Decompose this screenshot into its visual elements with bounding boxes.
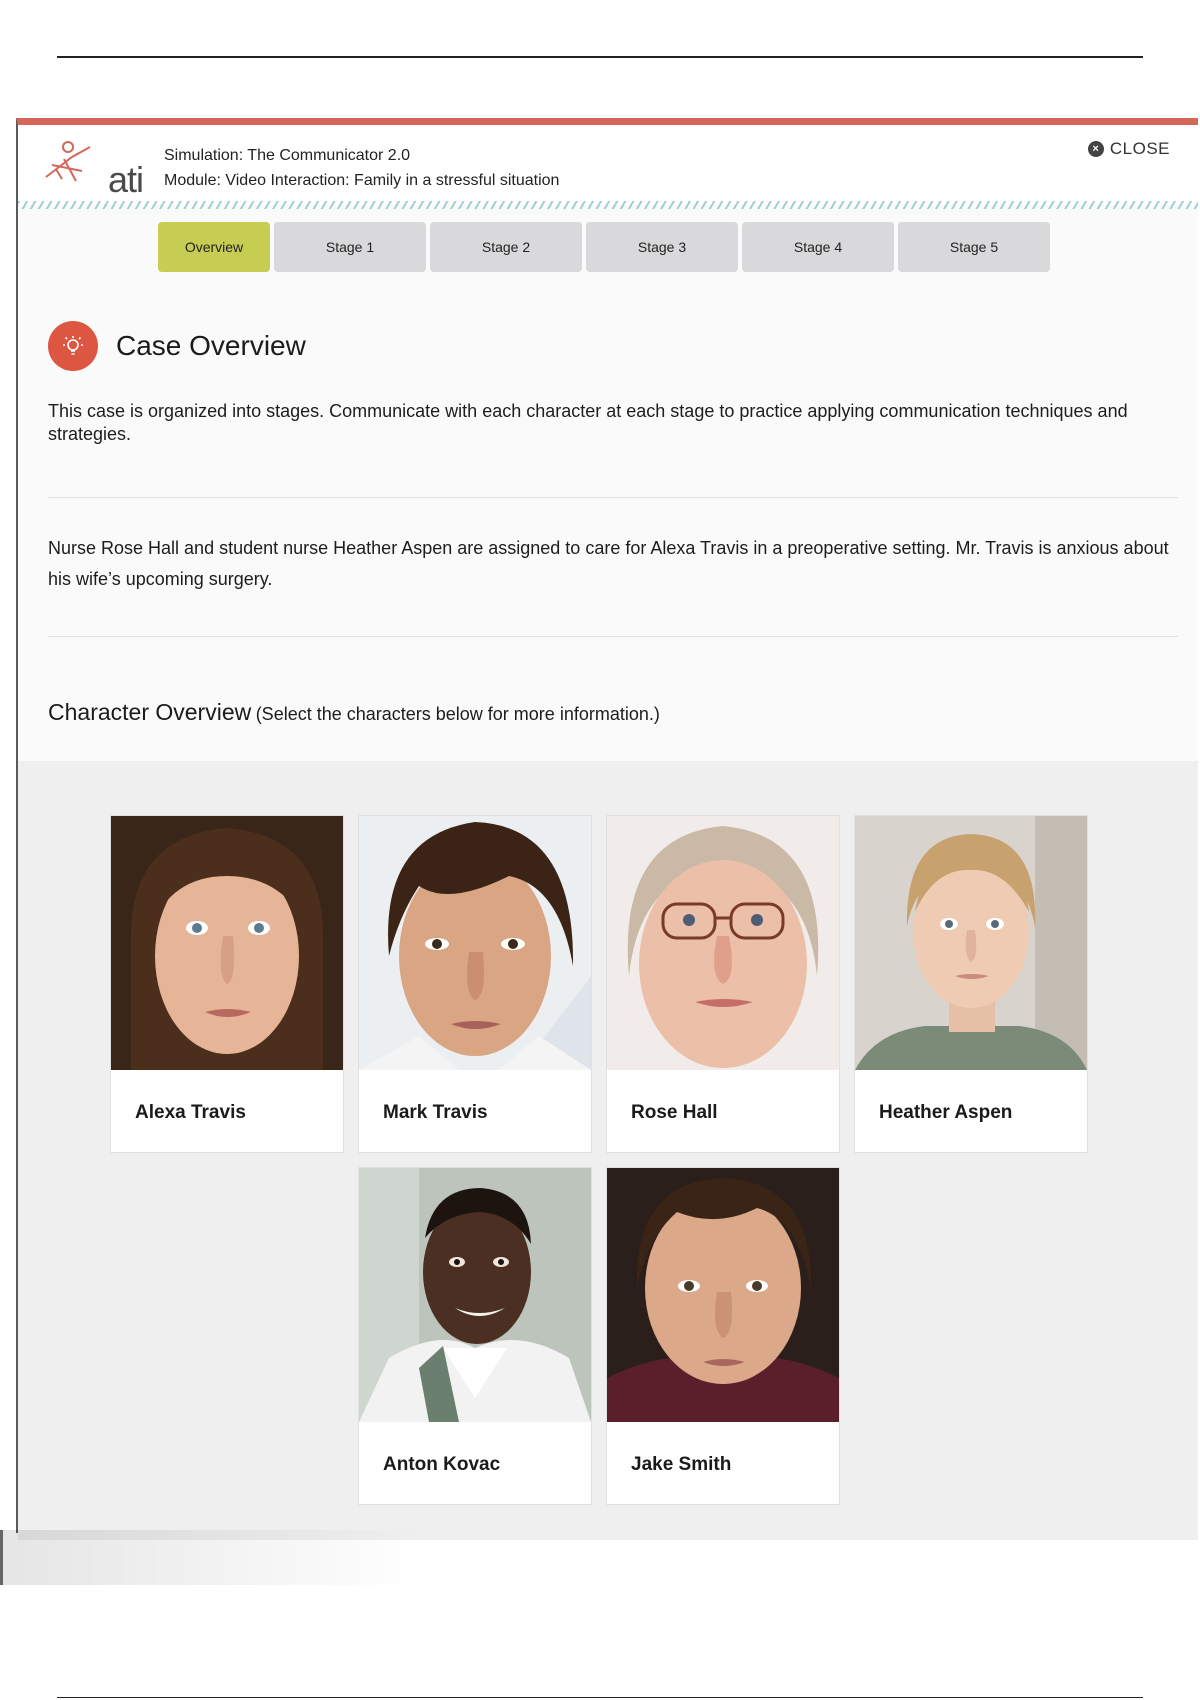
simulation-window xyxy=(16,118,1198,1533)
character-name: Rose Hall xyxy=(631,1102,718,1123)
character-photo xyxy=(855,816,1087,1070)
simulation-title: Simulation: The Communicator 2.0 xyxy=(164,147,411,164)
page-bottom-rule xyxy=(57,1697,1143,1698)
character-card-rose-hall[interactable] xyxy=(606,815,840,1153)
module-titles xyxy=(164,143,559,193)
character-name: Alexa Travis xyxy=(135,1102,246,1123)
character-photo xyxy=(359,1168,591,1422)
character-photo xyxy=(607,816,839,1070)
page-top-rule xyxy=(57,56,1143,58)
character-gallery xyxy=(18,761,1198,1540)
case-intro: This case is organized into stages. Communicate with each character at each stage to practice applying communication techniques and strategies. xyxy=(48,401,1128,444)
close-icon: × xyxy=(1088,141,1104,157)
divider xyxy=(48,636,1178,637)
close-button[interactable] xyxy=(1088,139,1170,159)
header-divider xyxy=(18,201,1198,209)
divider xyxy=(48,497,1178,498)
character-name: Jake Smith xyxy=(631,1454,732,1475)
page-title: Case Overview xyxy=(116,330,306,361)
tab-overview[interactable]: Overview xyxy=(158,222,270,272)
close-label: CLOSE xyxy=(1109,139,1170,158)
ati-logo xyxy=(42,137,144,200)
character-overview-subtitle: (Select the characters below for more information.) xyxy=(255,704,660,724)
character-card-jake-smith[interactable] xyxy=(606,1167,840,1505)
case-scenario: Nurse Rose Hall and student nurse Heather Aspen are assigned to care for Alexa Travis in a preoperative setting. Mr. Travis is anxious about his wife’s upcoming surgery. xyxy=(48,538,1169,589)
window-shadow xyxy=(0,1530,423,1585)
lightbulb-icon xyxy=(48,321,98,371)
logo-text: ati xyxy=(108,159,144,200)
figure-logo-icon xyxy=(42,137,112,187)
character-photo xyxy=(359,816,591,1070)
character-photo xyxy=(607,1168,839,1422)
character-overview-title: Character Overview xyxy=(48,699,252,725)
character-card-heather-aspen[interactable] xyxy=(854,815,1088,1153)
character-card-mark-travis[interactable] xyxy=(358,815,592,1153)
character-card-anton-kovac[interactable] xyxy=(358,1167,592,1505)
character-name: Heather Aspen xyxy=(879,1102,1013,1123)
character-name: Mark Travis xyxy=(383,1102,488,1123)
app-header xyxy=(18,125,1198,205)
character-card-alexa-travis[interactable] xyxy=(110,815,344,1153)
stage-tabs xyxy=(158,222,1050,272)
character-photo xyxy=(111,816,343,1070)
tab-stage-2[interactable]: Stage 2 xyxy=(430,222,582,272)
case-overview-heading xyxy=(48,321,306,371)
tab-stage-5[interactable]: Stage 5 xyxy=(898,222,1050,272)
tab-stage-3[interactable]: Stage 3 xyxy=(586,222,738,272)
tab-stage-1[interactable]: Stage 1 xyxy=(274,222,426,272)
character-name: Anton Kovac xyxy=(383,1454,501,1475)
module-title: Module: Video Interaction: Family in a stressful situation xyxy=(164,172,560,189)
tab-stage-4[interactable]: Stage 4 xyxy=(742,222,894,272)
character-overview-heading xyxy=(48,699,660,726)
